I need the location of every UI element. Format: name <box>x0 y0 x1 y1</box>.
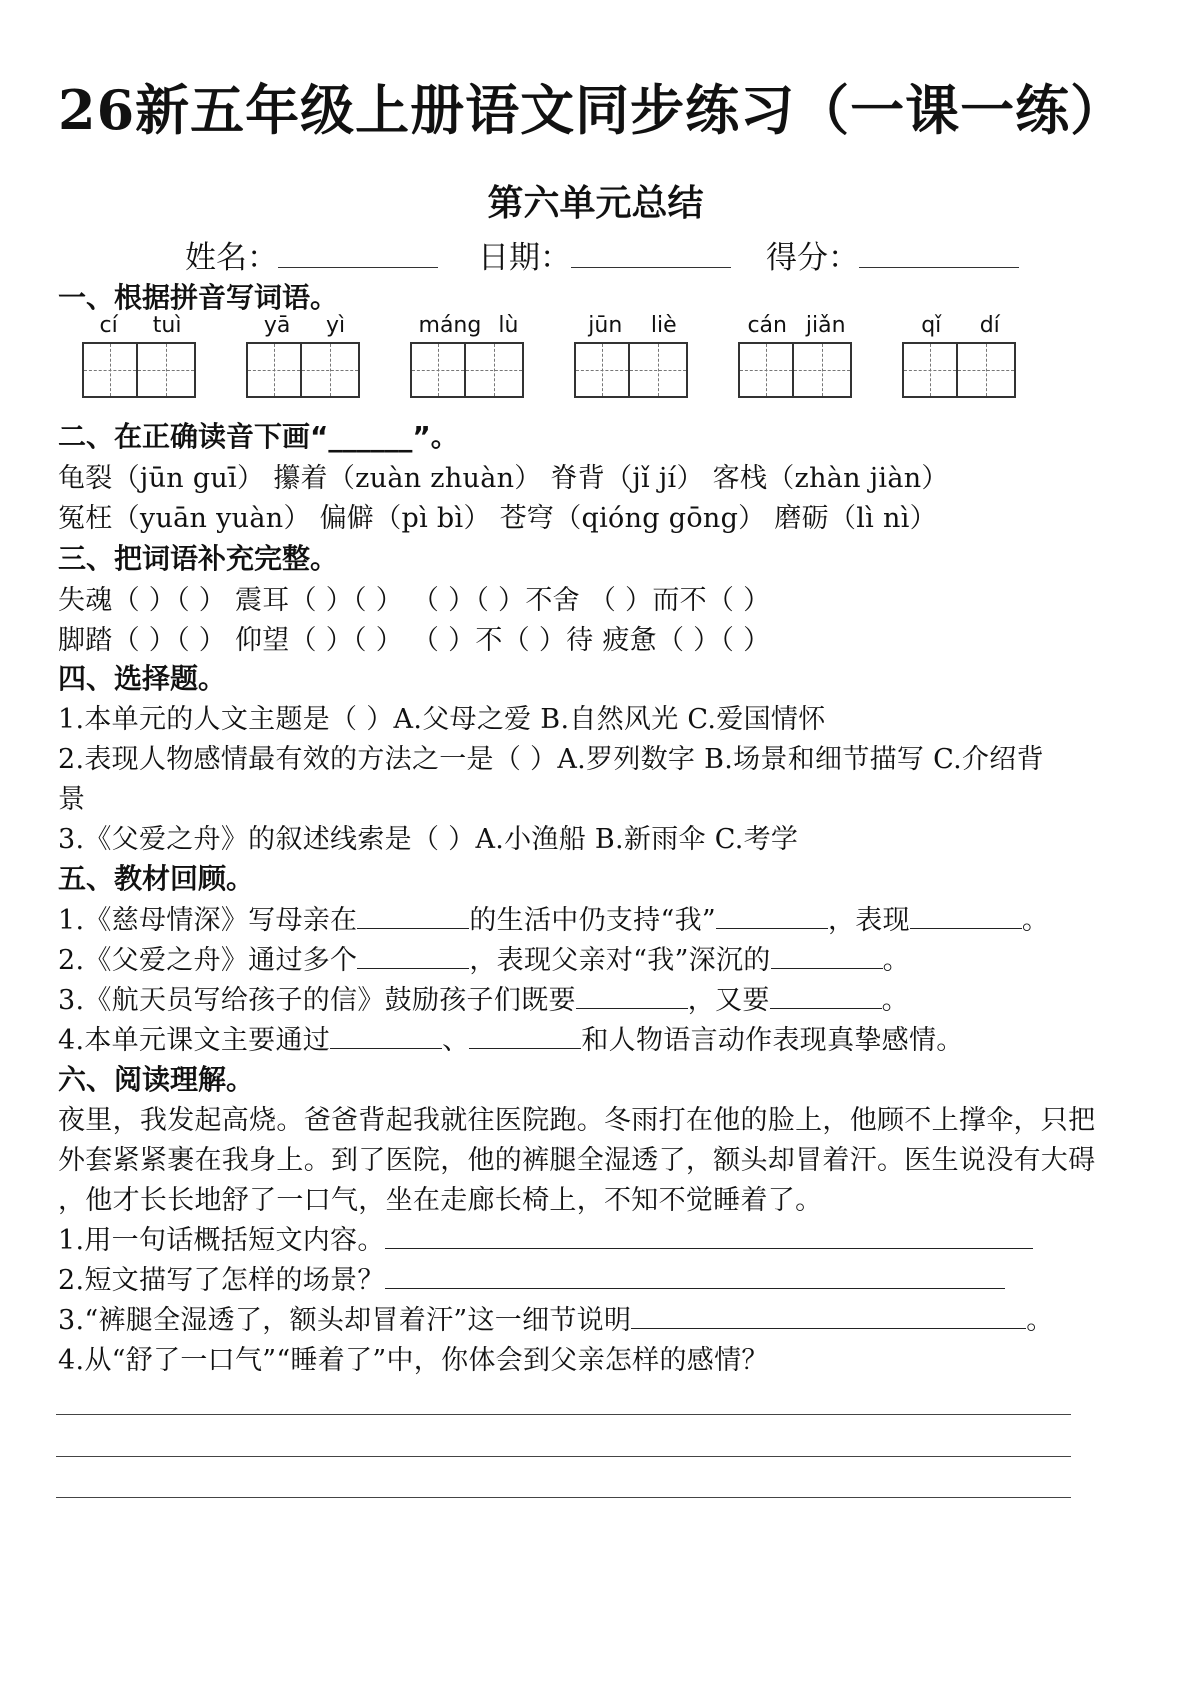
answer-blank[interactable] <box>716 904 828 929</box>
reading-question-2 <box>58 1258 1005 1297</box>
writing-grid-2[interactable] <box>246 342 360 398</box>
answer-blank[interactable] <box>330 1024 442 1049</box>
tianzige-cell[interactable] <box>794 342 852 398</box>
pinyin-group-3 <box>410 313 527 339</box>
name-field[interactable] <box>185 232 438 277</box>
answer-line[interactable] <box>56 1414 1071 1415</box>
answer-blank[interactable] <box>385 1224 1033 1249</box>
pinyin: yā <box>263 313 291 338</box>
text: 2.《父爱之舟》通过多个 <box>58 945 358 976</box>
text: 。 <box>1026 1305 1054 1336</box>
pinyin: liè <box>650 313 677 338</box>
writing-grid-1[interactable] <box>82 342 196 398</box>
section-5-heading: 五、教材回顾。 <box>58 862 255 895</box>
score-label: 得分： <box>766 240 859 276</box>
pinyin: cí <box>99 313 118 338</box>
text: 、 <box>442 1025 470 1056</box>
review-question-1 <box>58 898 1049 937</box>
pinyin-group-4 <box>574 313 691 339</box>
writing-grid-5[interactable] <box>738 342 852 398</box>
pronunciation-line-1: 龟裂（jūn guī） 攥着（zuàn zhuàn） 脊背（jǐ jí） 客栈（zhàn jiàn） <box>58 463 949 494</box>
idiom-line-2: 脚踏（ ）（ ） 仰望（ ）（ ） （ ）不（ ）待 疲惫（ ）（ ） <box>58 625 771 656</box>
pinyin: cán <box>747 313 787 338</box>
pinyin: lù <box>498 313 519 338</box>
pinyin: jiǎn <box>805 313 846 338</box>
reading-passage-line-1: 夜里，我发起高烧。爸爸背起我就往医院跑。冬雨打在他的脸上，他顾不上撑伞，只把 <box>58 1105 1096 1136</box>
score-field[interactable] <box>766 232 1019 277</box>
tianzige-cell[interactable] <box>738 342 794 398</box>
answer-blank[interactable] <box>770 984 882 1009</box>
choice-question-3: 3.《父爱之舟》的叙述线索是（ ）A.小渔船 B.新雨伞 C.考学 <box>58 824 799 855</box>
tianzige-cell[interactable] <box>574 342 630 398</box>
text: 的生活中仍支持“我” <box>469 905 716 936</box>
page-title: 26新五年级上册语文同步练习（一课一练） <box>58 78 1126 142</box>
review-question-4 <box>58 1018 964 1057</box>
review-question-2 <box>58 938 910 977</box>
reading-passage-line-2: 外套紧紧裹在我身上。到了医院，他的裤腿全湿透了，额头却冒着汗。医生说没有大碍 <box>58 1145 1096 1176</box>
writing-grid-6[interactable] <box>902 342 1016 398</box>
text: 。 <box>1021 905 1050 936</box>
text: ，表现父亲对“我”深沉的 <box>469 945 771 976</box>
pinyin-group-6 <box>902 313 1019 339</box>
date-field[interactable] <box>478 232 731 277</box>
text: 3.“裤腿全湿透了，额头却冒着汗”这一细节说明 <box>58 1305 632 1336</box>
date-label: 日期： <box>478 240 571 276</box>
section-3-heading: 三、把词语补充完整。 <box>58 542 339 575</box>
date-blank[interactable] <box>571 241 731 268</box>
pinyin: tuì <box>152 313 182 338</box>
pinyin-group-1 <box>82 313 199 339</box>
answer-blank[interactable] <box>385 1264 1005 1289</box>
pinyin: máng <box>418 313 482 338</box>
tianzige-cell[interactable] <box>958 342 1016 398</box>
pinyin-group-5 <box>738 313 855 339</box>
text: 和人物语言动作表现真挚感情。 <box>581 1025 964 1056</box>
answer-blank[interactable] <box>771 944 883 969</box>
answer-blank[interactable] <box>576 984 688 1009</box>
text: 。 <box>882 945 910 976</box>
reading-passage-line-3: ，他才长长地舒了一口气，坐在走廊长椅上，不知不觉睡着了。 <box>58 1185 823 1216</box>
text: 4.本单元课文主要通过 <box>58 1025 331 1056</box>
section-2-heading: 二、在正确读音下画“______”。 <box>58 420 459 453</box>
pinyin: jūn <box>588 313 623 338</box>
tianzige-cell[interactable] <box>410 342 466 398</box>
tianzige-cell[interactable] <box>138 342 196 398</box>
answer-blank[interactable] <box>910 904 1022 929</box>
text: 1.用一句话概括短文内容。 <box>58 1225 385 1256</box>
text: 1.《慈母情深》写母亲在 <box>58 905 358 936</box>
choice-question-1: 1.本单元的人文主题是（ ）A.父母之爱 B.自然风光 C.爱国情怀 <box>58 704 826 735</box>
text: 3.《航天员写给孩子的信》鼓励孩子们既要 <box>58 985 576 1016</box>
choice-question-2: 2.表现人物感情最有效的方法之一是（ ）A.罗列数字 B.场景和细节描写 C.介绍背 <box>58 744 1044 775</box>
review-question-3 <box>58 978 909 1017</box>
idiom-line-1: 失魂（ ）（ ） 震耳（ ）（ ） （ ）（ ）不舍 （ ）而不（ ） <box>58 585 771 616</box>
section-4-heading: 四、选择题。 <box>58 662 227 695</box>
answer-line[interactable] <box>56 1456 1071 1457</box>
text: 。 <box>881 985 909 1016</box>
text: ，又要 <box>687 985 770 1016</box>
pinyin: dí <box>979 313 1000 338</box>
tianzige-cell[interactable] <box>246 342 302 398</box>
tianzige-cell[interactable] <box>466 342 524 398</box>
answer-blank[interactable] <box>357 904 469 929</box>
section-6-heading: 六、阅读理解。 <box>58 1063 255 1096</box>
page-subtitle: 第六单元总结 <box>487 183 704 224</box>
reading-question-3 <box>58 1298 1054 1337</box>
pinyin: qǐ <box>921 313 942 338</box>
tianzige-cell[interactable] <box>630 342 688 398</box>
answer-blank[interactable] <box>357 944 469 969</box>
answer-blank[interactable] <box>469 1024 581 1049</box>
name-blank[interactable] <box>278 241 438 268</box>
section-1-heading: 一、根据拼音写词语。 <box>58 281 339 314</box>
reading-question-1 <box>58 1218 1033 1257</box>
tianzige-cell[interactable] <box>902 342 958 398</box>
pronunciation-line-2: 冤枉（yuān yuàn） 偏僻（pì bì） 苍穹（qióng gōng） 磨砺（lì nì） <box>58 503 937 534</box>
score-blank[interactable] <box>859 241 1019 268</box>
text: 2.短文描写了怎样的场景？ <box>58 1265 385 1296</box>
text: ，表现 <box>827 905 910 936</box>
answer-line[interactable] <box>56 1497 1071 1498</box>
tianzige-cell[interactable] <box>302 342 360 398</box>
tianzige-cell[interactable] <box>82 342 138 398</box>
writing-grid-3[interactable] <box>410 342 524 398</box>
choice-question-2-cont: 景 <box>58 784 86 815</box>
pinyin: yì <box>326 313 346 338</box>
reading-question-4: 4.从“舒了一口气”“睡着了”中，你体会到父亲怎样的感情？ <box>58 1345 769 1376</box>
writing-grid-4[interactable] <box>574 342 688 398</box>
answer-blank[interactable] <box>631 1304 1026 1329</box>
pinyin-group-2 <box>246 313 363 339</box>
name-label: 姓名： <box>185 240 278 276</box>
